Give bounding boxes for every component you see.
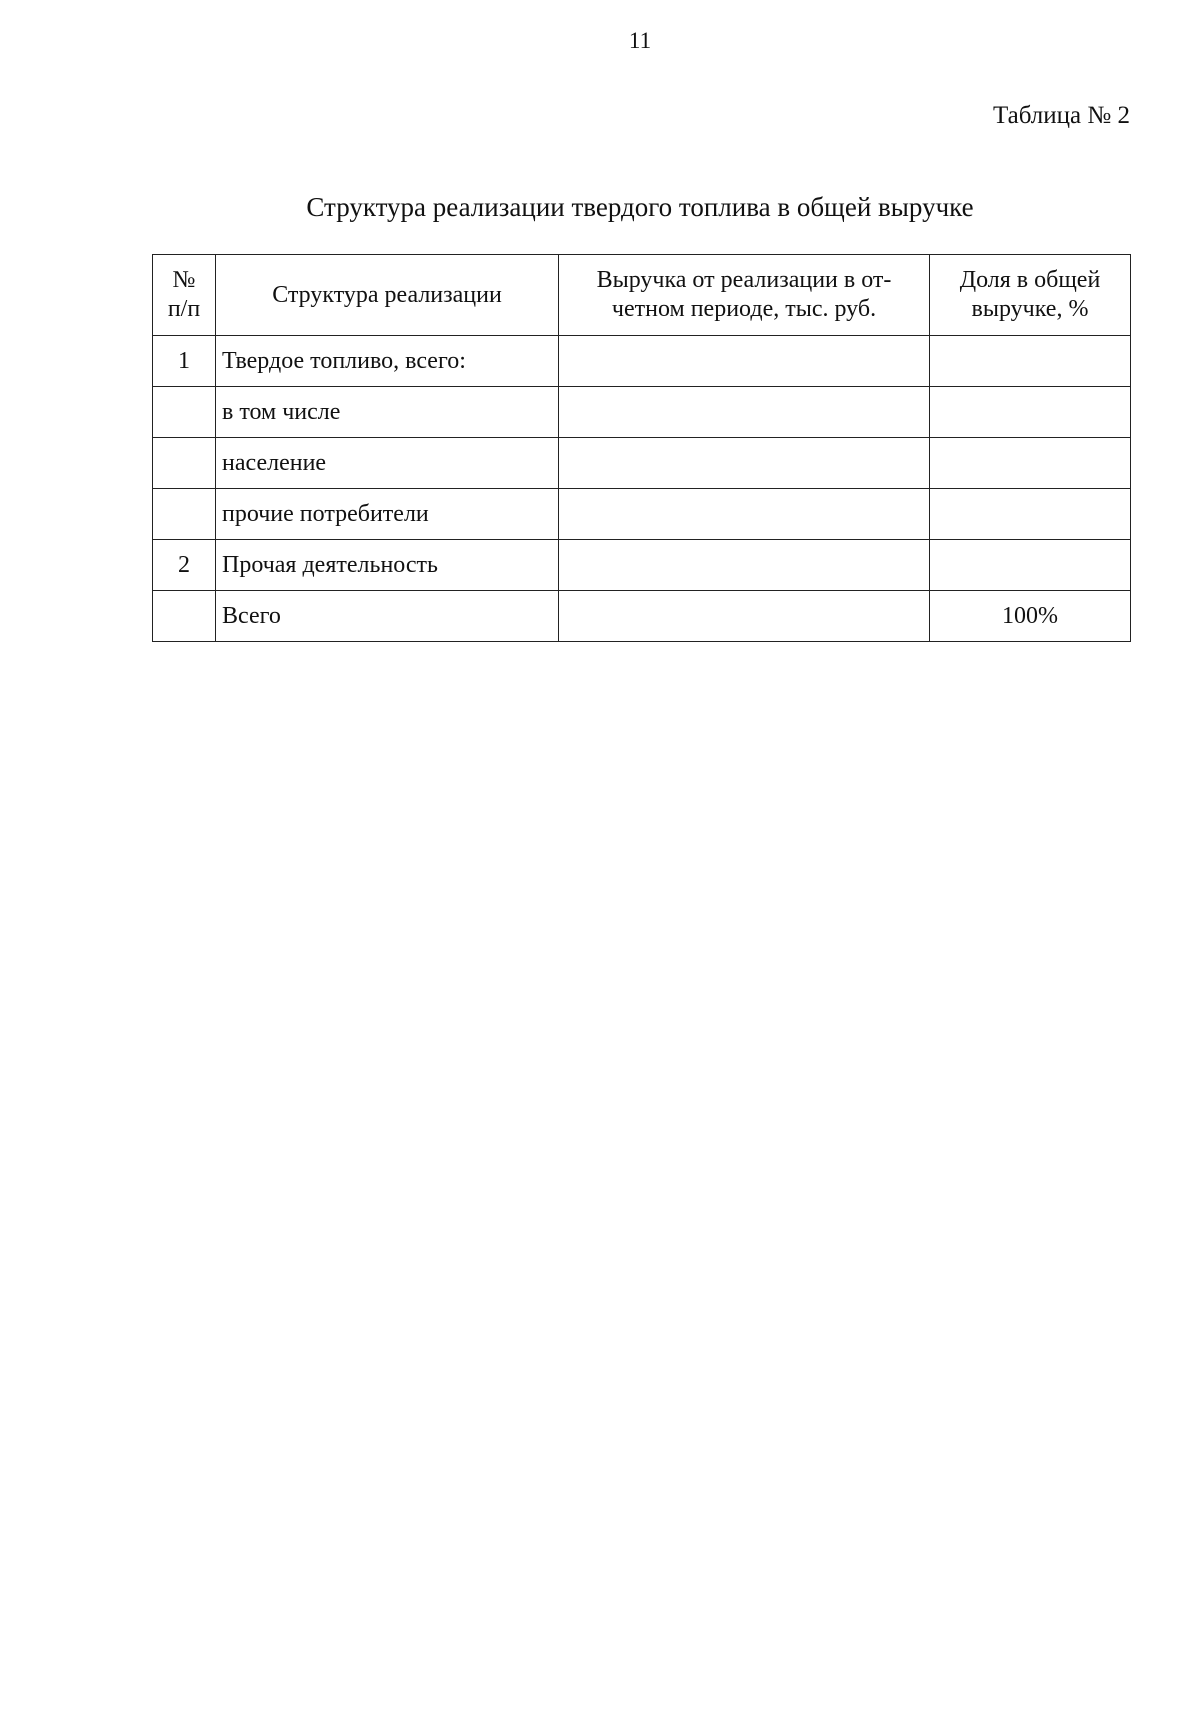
- header-structure: Структура реализации: [216, 255, 559, 336]
- header-number-line1: №: [172, 267, 196, 294]
- table-title: Структура реализации твердого топлива в общей выручке: [306, 192, 974, 222]
- row-number: [153, 489, 216, 540]
- row-number: 2: [153, 540, 216, 591]
- table-row: [153, 540, 1131, 591]
- table-label: Таблица № 2: [992, 102, 1130, 129]
- row-structure: Всего: [216, 591, 559, 642]
- header-share: [930, 255, 1131, 336]
- header-revenue: [559, 255, 930, 336]
- table-row: [153, 336, 1131, 387]
- row-revenue: [559, 591, 930, 642]
- header-share-line2: выручке, %: [971, 296, 1089, 322]
- header-revenue-line1: Выручка от реализации в от-: [596, 267, 892, 294]
- row-number: [153, 591, 216, 642]
- row-structure: Твердое топливо, всего:: [216, 336, 559, 387]
- table-header-row: [153, 255, 1131, 336]
- row-share: [930, 438, 1131, 489]
- row-revenue: [559, 489, 930, 540]
- row-structure: в том числе: [216, 387, 559, 438]
- row-number: 1: [153, 336, 216, 387]
- row-share: [930, 489, 1131, 540]
- row-share: 100%: [930, 591, 1131, 642]
- header-share-line1: Доля в общей: [959, 267, 1101, 294]
- row-structure: прочие потребители: [216, 489, 559, 540]
- page-number: 11: [628, 28, 652, 53]
- row-number: [153, 438, 216, 489]
- header-number: [153, 255, 216, 336]
- row-share: [930, 540, 1131, 591]
- table-row: [153, 387, 1131, 438]
- header-number-line2: п/п: [167, 296, 201, 322]
- row-structure: Прочая деятельность: [216, 540, 559, 591]
- row-structure: население: [216, 438, 559, 489]
- row-number: [153, 387, 216, 438]
- row-revenue: [559, 540, 930, 591]
- row-revenue: [559, 438, 930, 489]
- table-row: [153, 438, 1131, 489]
- table-row-total: [153, 591, 1131, 642]
- row-share: [930, 336, 1131, 387]
- row-revenue: [559, 336, 930, 387]
- row-share: [930, 387, 1131, 438]
- header-revenue-line2: четном периоде, тыс. руб.: [611, 296, 877, 322]
- row-revenue: [559, 387, 930, 438]
- table-row: [153, 489, 1131, 540]
- revenue-structure-table: [152, 254, 1131, 642]
